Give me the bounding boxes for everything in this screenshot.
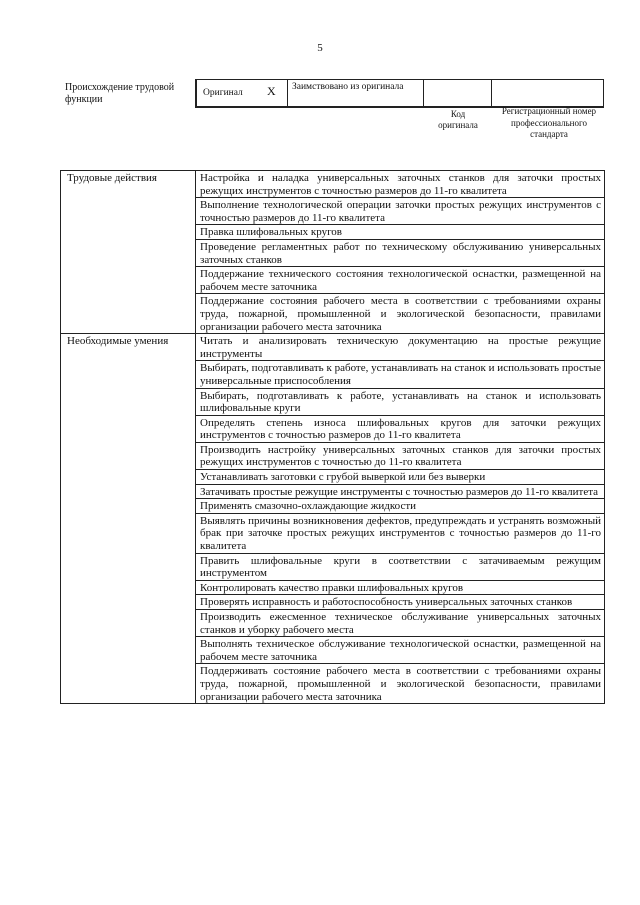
section-item: Настройка и наладка универсальных заточных станков для заточки простых режущих инструментов с точностью размеров до 11-го квалитета — [196, 171, 605, 198]
original-mark: X — [267, 84, 276, 98]
labor-function-table — [60, 170, 605, 704]
borrowed-label: Заимствовано из оригинала — [292, 82, 404, 92]
origin-box — [195, 79, 604, 107]
borrowed-cell — [288, 80, 424, 106]
page-number: 5 — [317, 42, 323, 54]
section-item: Выполнение технологической операции заточки простых режущих инструментов с точностью размеров до 11-го квалитета — [196, 198, 605, 225]
section-item: Выбирать, подготавливать к работе, устанавливать на станок и использовать простые универсальные приспособления — [196, 361, 605, 388]
code-cell — [424, 80, 492, 106]
section-item: Применять смазочно-охлаждающие жидкости — [196, 499, 605, 514]
section-title: Трудовые действия — [61, 171, 196, 334]
section-item: Затачивать простые режущие инструменты с точностью размеров до 11-го квалитета — [196, 484, 605, 499]
section-item: Поддержание технического состояния технологической оснастки, размещенной на рабочем месте заточника — [196, 267, 605, 294]
section-item: Править шлифовальные круги в соответствии с затачиваемым режущим инструментом — [196, 553, 605, 580]
section-item: Производить настройку универсальных заточных станков для заточки простых режущих инструментов с точностью до 11-го квалитета — [196, 442, 605, 469]
code-caption: Код оригинала — [438, 109, 478, 130]
original-label: Оригинал — [203, 88, 243, 98]
section-item: Производить ежесменное техническое обслуживание универсальных заточных станков и уборку рабочего места — [196, 610, 605, 637]
section-item: Контролировать качество правки шлифовальных кругов — [196, 580, 605, 595]
section-item: Выполнять техническое обслуживание технологической оснастки, размещенной на рабочем месте заточника — [196, 637, 605, 664]
section-item: Определять степень износа шлифовальных кругов для заточки режущих инструментов с точностью размеров до 11-го квалитета — [196, 415, 605, 442]
section-title: Необходимые умения — [61, 334, 196, 704]
section-item: Проверять исправность и работоспособность универсальных заточных станков — [196, 595, 605, 610]
section-item: Устанавливать заготовки с грубой выверкой или без выверки — [196, 470, 605, 485]
reg-number-caption: Регистрационный номер профессионального стандарта — [501, 106, 597, 139]
section-item: Выявлять причины возникновения дефектов, предупреждать и устранять возможный брак при заточке простых режущих инструментов с точностью размеров до 11-го квалитета — [196, 513, 605, 553]
section-item: Поддерживать состояние рабочего места в соответствии с требованиями охраны труда, пожарной, промышленной и экологической безопасности, правилами организации рабочего места заточника — [196, 664, 605, 704]
section-item: Правка шлифовальных кругов — [196, 225, 605, 240]
section-item: Проведение регламентных работ по техническому обслуживанию универсальных заточных станков — [196, 239, 605, 266]
original-cell — [197, 80, 288, 106]
section-item: Читать и анализировать техническую документацию на простые режущие инструменты — [196, 334, 605, 361]
table-row — [61, 334, 605, 361]
reg-number-cell — [492, 80, 604, 106]
origin-label: Происхождение трудовой функции — [65, 82, 175, 105]
section-item: Выбирать, подготавливать к работе, устанавливать на станок и использовать шлифовальные круги — [196, 388, 605, 415]
section-item: Поддержание состояния рабочего места в соответствии с требованиями охраны труда, пожарной, промышленной и экологической безопасности, правилами организации рабочего места заточника — [196, 294, 605, 334]
table-row — [61, 171, 605, 198]
